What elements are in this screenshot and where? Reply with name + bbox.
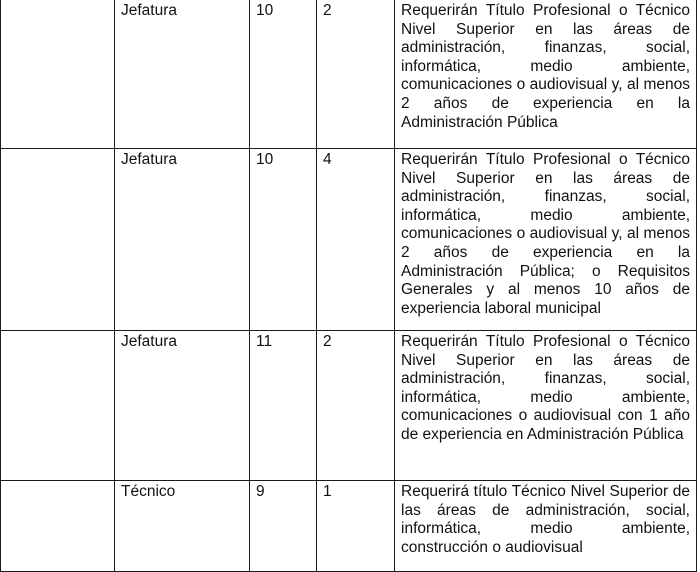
- cantidad-cell: 4: [317, 149, 395, 331]
- requisitos-cell: Requerirán Título Profesional o Técnico Nivel Superior en las áreas de administración, finanzas, social, informática, medio ambiente, comunicaciones o audiovisual y, al menos 2 años de experiencia en la Administración Pública: [395, 0, 697, 149]
- grado-cell: 10: [250, 0, 317, 149]
- grado-cell: 11: [250, 331, 317, 481]
- grado-cell: 10: [250, 149, 317, 331]
- cargo-cell: Jefatura: [115, 149, 250, 331]
- cantidad-cell: 1: [317, 481, 395, 572]
- blank-cell: [1, 0, 115, 149]
- requisitos-cell: Requerirán Título Profesional o Técnico Nivel Superior en las áreas de administración, finanzas, social, informática, medio ambiente, comunicaciones o audiovisual y, al menos 2 años de experiencia en la Administración Pública; o Requisitos Generales y al menos 10 años de experiencia laboral municipal: [395, 149, 697, 331]
- requisitos-cell: Requerirán Título Profesional o Técnico Nivel Superior en las áreas de administración, finanzas, social, informática, medio ambiente, comunicaciones o audiovisual con 1 año de experiencia en Administración Pública: [395, 331, 697, 481]
- table-row: [1, 331, 697, 481]
- cantidad-cell: 2: [317, 0, 395, 149]
- blank-cell: [1, 481, 115, 572]
- cargo-cell: Jefatura: [115, 0, 250, 149]
- blank-cell: [1, 149, 115, 331]
- blank-cell: [1, 331, 115, 481]
- cantidad-cell: 2: [317, 331, 395, 481]
- requisitos-cell: Requerirá título Técnico Nivel Superior de las áreas de administración, social, informática, medio ambiente, construcción o audiovisual: [395, 481, 697, 572]
- grado-cell: 9: [250, 481, 317, 572]
- table-row: [1, 481, 697, 572]
- cargo-cell: Técnico: [115, 481, 250, 572]
- cargo-cell: Jefatura: [115, 331, 250, 481]
- table-row: [1, 149, 697, 331]
- table-row: [1, 0, 697, 149]
